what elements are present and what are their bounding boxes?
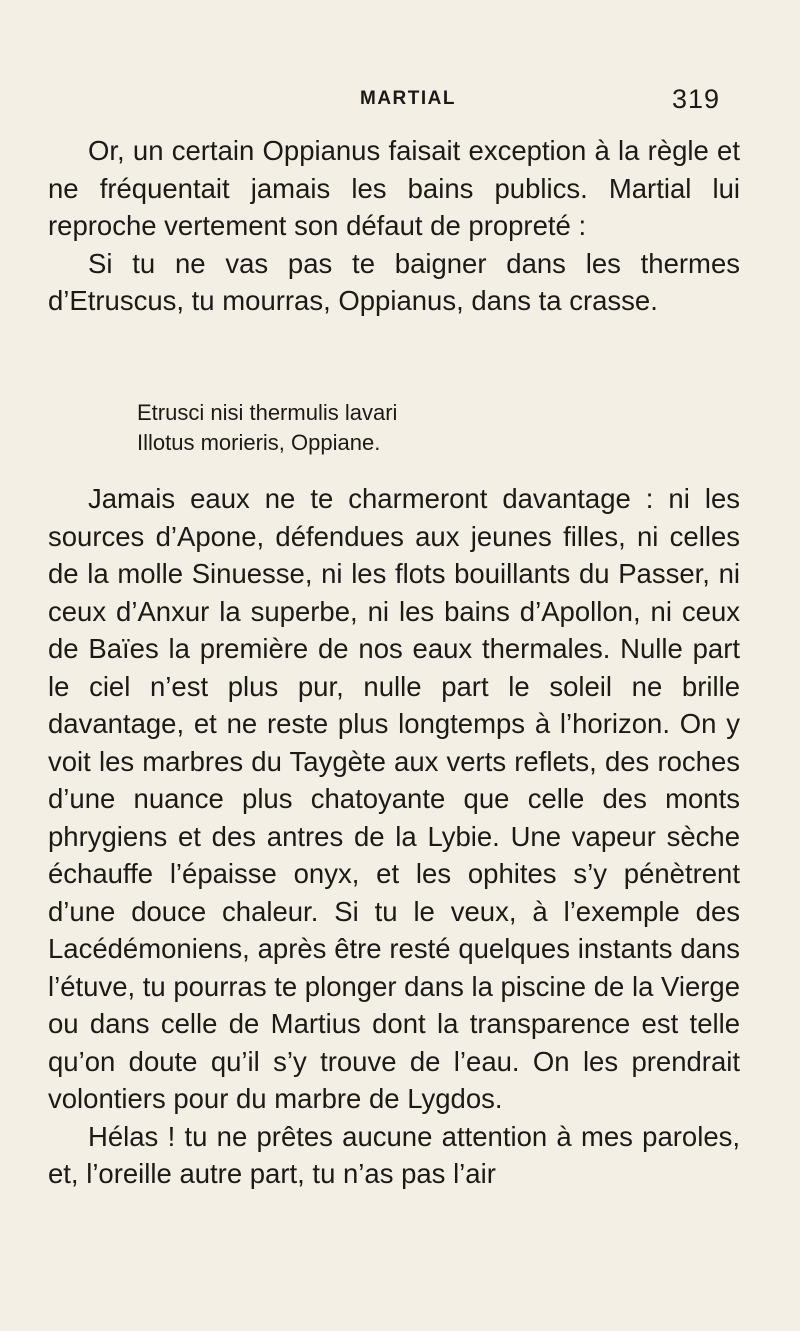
paragraph-helas: Hélas ! tu ne prêtes aucune attention à mes paroles, et, l’oreille autre part, tu n’as pas l’air [48,1120,740,1189]
text-block-before-quote [48,132,740,320]
page-header [0,84,800,124]
running-title: MARTIAL [360,88,456,109]
page-number: 319 [672,84,721,114]
latin-quote-line: Illotus morieris, Oppiane. [137,430,381,455]
text-block-after-quote [48,480,740,1193]
paragraph-translation: Si tu ne vas pas te baigner dans les thermes d’Etruscus, tu mourras, Oppianus, dans ta crasse. [48,247,740,316]
paragraph-oppianus: Or, un certain Oppianus faisait exception à la règle et ne fréquentait jamais les bains publics. Martial lui reproche vertement son défaut de propreté : [48,135,740,241]
latin-quote [137,398,397,458]
latin-quote-line: Etrusci nisi thermulis lavari [137,400,398,425]
paragraph-thermal-waters: Jamais eaux ne te charmeront davantage : ni les sources d’Apone, défendues aux jeunes filles, ni celles de la molle Sinuesse, ni les flots bouillants du Passer, ni ceux d’Anxur la superbe, ni les bains d’Apollon, ni ceux de Baïes la première de nos eaux thermales. Nulle part le ciel n’est plus pur, nulle part le soleil ne brille davantage, et ne reste plus longtemps à l’horizon. On y voit les marbres du Taygète aux verts reflets, des roches d’une nuance plus chatoyante que celle des monts phrygiens et des antres de la Lybie. Une vapeur sèche échauffe l’épaisse onyx, et les ophites s’y pénètrent d’une douce chaleur. Si tu le veux, à l’exemple des Lacédémoniens, après être resté quelques instants dans l’étuve, tu pourras te plonger dans la piscine de la Vierge ou dans celle de Martius dont la transparence est telle qu’on doute qu’il s’y trouve de l’eau. On les prendrait volontiers pour du marbre de Lygdos. [48,483,741,1114]
